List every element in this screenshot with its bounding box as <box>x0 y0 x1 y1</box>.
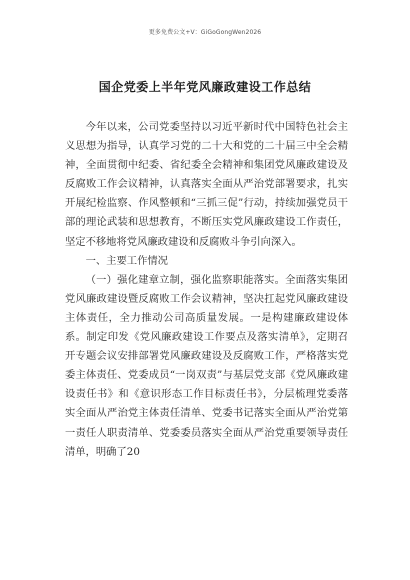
section-paragraph: （一）强化建章立制，强化监察职能落实。全面落实集团党风廉政建设暨反腐败工作会议精神，坚决扛起党风廉政建设主体责任，全力推动公司高质量发展。一是构建廉政建设体系。制定印发《党风廉政建设工作要点及落实清单》，定期召开专题会议安排部署党风廉政建设及反腐败工作，严格落实党委主体责任、党委成员“一岗双责”与基层党支部《党风廉政建设责任书》和《意识形态工作目标责任书》，分层梳理党委落实全面从严治党主体责任清单、党委书记落实全面从严治党第一责任人职责清单、党委委员落实全面从严治党重要领导责任清单，明确了20 <box>65 273 348 458</box>
document-title: 国企党委上半年党风廉政建设工作总结 <box>98 80 312 94</box>
header-watermark: 更多免费公文+V：GiGoGongWen2026 <box>148 29 262 36</box>
document-body <box>65 118 348 462</box>
intro-paragraph: 今年以来，公司党委坚持以习近平新时代中国特色社会主义思想为指导，认真学习党的二十大和党的二十届三中全会精神，全面贯彻中纪委、省纪委全会精神和集团党风廉政建设及反腐败工作会议精神，认真落实全面从严治党部署要求，扎实开展纪检监察、作风整顿和“三抓三促”行动，持续加强党员干部的理论武装和思想教育，不断压实党风廉政建设工作责任，坚定不移地将党风廉政建设和反腐败斗争引向深入。 <box>65 121 348 248</box>
section-heading: 一、主要工作情况 <box>85 254 168 267</box>
